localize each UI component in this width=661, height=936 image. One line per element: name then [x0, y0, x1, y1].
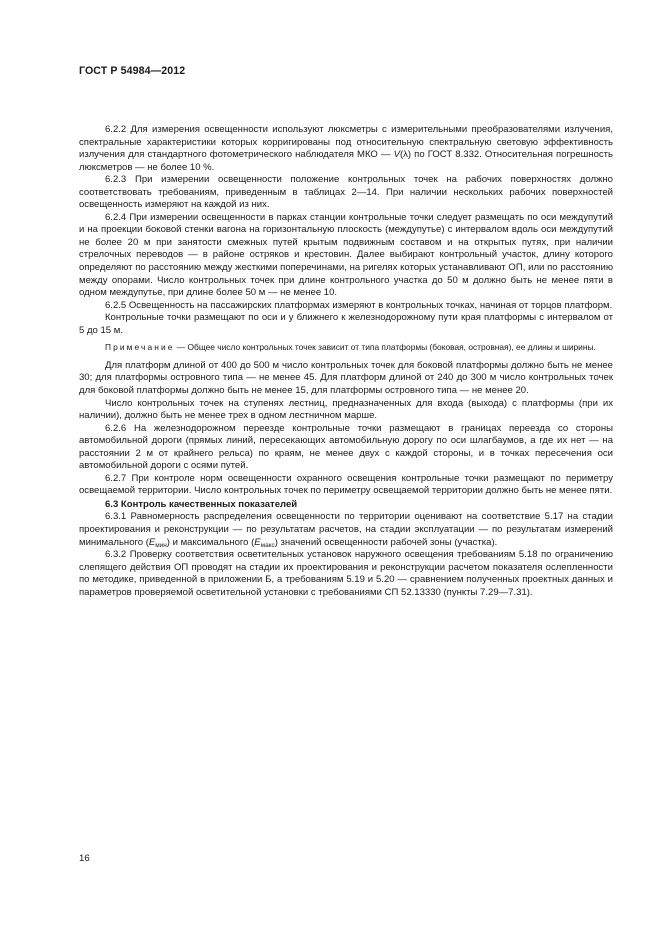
section-heading-6-3: 6.3 Контроль качественных показателей	[105, 498, 298, 510]
page-number: 16	[79, 853, 90, 864]
paragraph-6-3-1: 6.3.1 Равномерность распределения освещенности по территории оценивают на соответствие 5.17 на стадии проектирования и реконструкции — по результатам расчетов, на стадии эксплуатации — по результатам измерений минимального $(E_{мин})$ и максимального $(E_{макс})$ значений освещенности рабочей зоны (участка).	[79, 511, 613, 549]
paragraph-6-2-2: 6.2.2 Для измерения освещенности используют люксметры с измерительными преобразователями излучения, спектральные характеристики которых корригированы под относительную спектральную световую эффективность излучения для стандартного фотометрического наблюдателя МКО — V(λ) по ГОСТ 8.332. Относительная погрешность люксметров — не более 10 %.	[79, 124, 613, 173]
paragraph-6-2-7: 6.2.7 При контроле норм освещенности охранного освещения контрольные точки размещают по периметру освещаемой территории. Число контрольных точек по периметру освещаемой территории должно быть не менее пяти.	[79, 472, 613, 497]
note	[79, 342, 613, 354]
paragraph-6-2-6: 6.2.6 На железнодорожном переезде контрольные точки размещают в границах переезда со стороны автомобильной дороги (прямых линий, пересекающих автомобильную дорогу по оси шлагбаумов, а где их нет — на расстоянии 2 м от крайнего рельса) по краям, не менее двух с каждой стороны, и в точках пересечения оси автомобильной дороги с осями путей.	[79, 422, 613, 472]
paragraph-6-2-4: 6.2.4 При измерении освещенности в парках станции контрольные точки следует размещать по оси междупутий и на проекции боковой стенки вагона на горизонтальную плоскость (междупутье) с интервалом вдоль оси междупутий не более 20 м при занятости смежных путей крытым подвижным составом и на открытых путях, при наличии стрелочных переводов — в районе остряков и крестовин. Далее выбирают контрольный участок, длину которого определяют по расстоянию между жесткими поперечинами, на ригелях которых устанавливают ОП, или по расстоянию между опорами. Число контрольных точек при длине контрольного участка до 50 м должно быть не менее пяти в одном междупутье, при длине более 50 м — не менее 10.	[79, 211, 613, 299]
paragraph-6-2-5: 6.2.5 Освещенность на пассажирских платформах измеряют в контрольных точках, начиная от торцов платформ.	[105, 299, 613, 311]
paragraph-6-2-5-stairs: Число контрольных точек на ступенях лестниц, предназначенных для входа (выхода) с платформы (при их наличии), должно быть не менее трех в одном лестничном марше.	[79, 397, 613, 422]
page-header: ГОСТ Р 54984—2012	[79, 65, 186, 77]
paragraph-6-2-5-lengths: Для платформ длиной от 400 до 500 м число контрольных точек для боковой платформы должно быть не менее 30; для платформы островного типа — не менее 45. Для платформ длиной от 240 до 300 м число контрольных точек для боковой платформы должно быть не менее 15, для платформы островного типа — не менее 20.	[79, 359, 613, 396]
paragraph-6-2-5-points: Контрольные точки размещают по оси и у ближнего к железнодорожному пути края платформы с интервалом от 5 до 15 м.	[79, 312, 613, 336]
note-text: — Общее число контрольных точек зависит от типа платформы (боковая, островная), ее длины и ширины.	[174, 342, 596, 353]
document-body	[79, 124, 613, 599]
paragraph-6-2-3: 6.2.3 При измерении освещенности положение контрольных точек на рабочих поверхностях должно соответствовать требованиям, приведенным в таблицах 2—14. При наличии нескольких рабочих поверхностей освещенность измеряют на каждой из них.	[79, 174, 613, 211]
note-label: Примечание	[105, 342, 175, 353]
paragraph-6-3-2: 6.3.2 Проверку соответствия осветительных установок наружного освещения требованиям 5.18 по ограничению слепящего действия ОП проводят на стадии их проектирования и реконструкции расчетом показателя ослепленности по методике, приведенной в приложении Б, а требованиям 5.19 и 5.20 — сравнением полученных проектных данных и параметров проверяемой осветительной установки с требованиями СП 52.13330 (пункты 7.29—7.31).	[79, 549, 613, 598]
